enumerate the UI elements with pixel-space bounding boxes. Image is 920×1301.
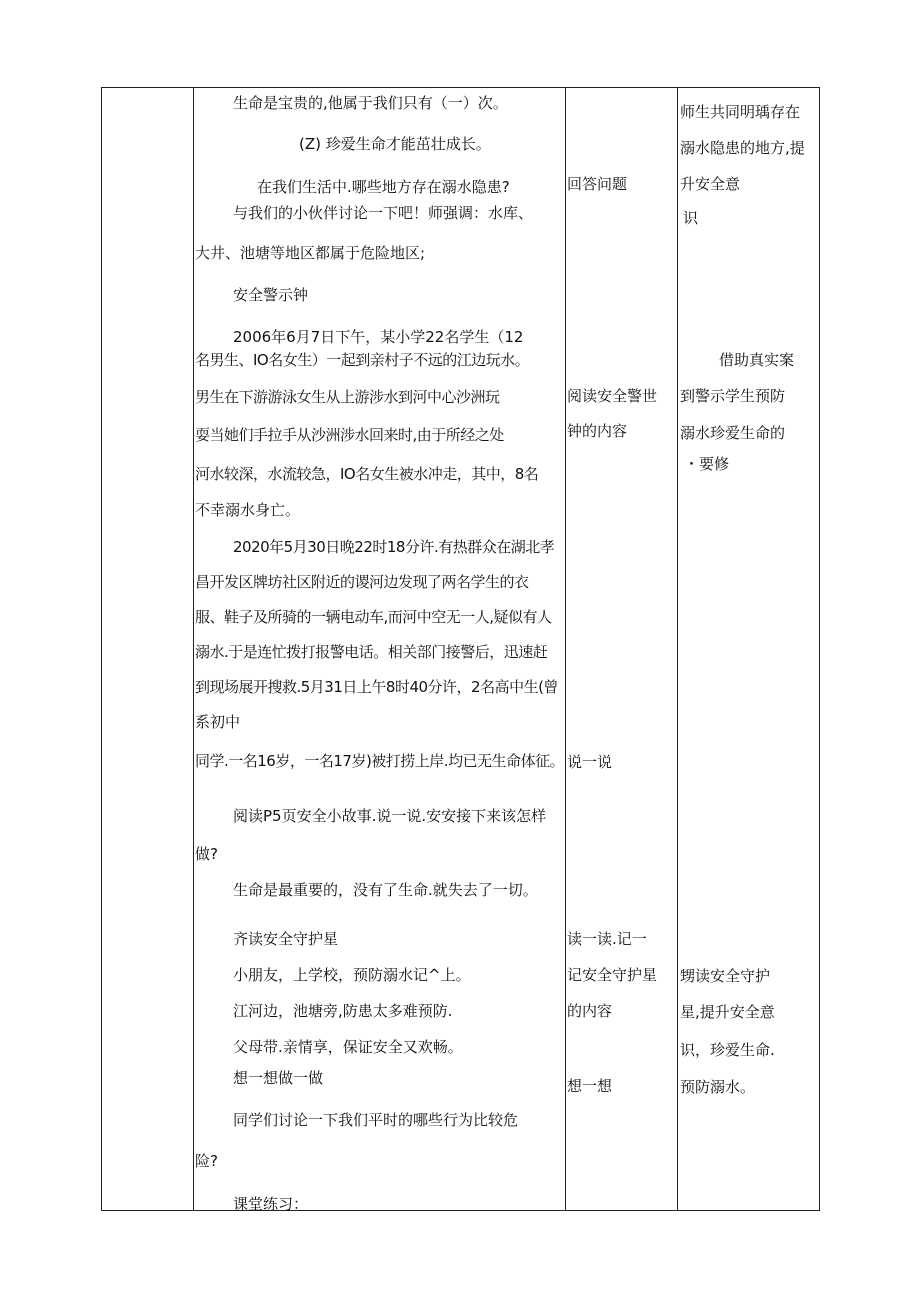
- activity-line: 钟的内容: [567, 422, 628, 440]
- content-line: 险?: [195, 1152, 218, 1170]
- content-line: 生命是最重要的，没有了生命.就失去了一切。: [233, 881, 538, 899]
- intent-line: 预防溺水。: [680, 1078, 756, 1096]
- intent-line: 升安全意: [680, 175, 741, 193]
- content-line: 父母带.亲情享，保证安全又欢畅。: [233, 1038, 463, 1056]
- intent-line: 师生共同明瑀存在: [680, 103, 801, 121]
- content-line: 河水较深，水流较急，IO名女生被水冲走，其中，8名: [195, 465, 539, 483]
- column-divider-1: [193, 87, 194, 1210]
- table-border-top: [101, 87, 820, 88]
- content-line: 在我们生活中.哪些地方存在溺水隐患?: [257, 178, 510, 196]
- content-line: 江河边，池塘旁,防患太多难预防.: [233, 1002, 453, 1020]
- activity-line: 阅读安全警世: [567, 387, 658, 405]
- activity-line: 想一想: [567, 1077, 613, 1095]
- intent-line: 识，珍爱生命.: [680, 1041, 775, 1059]
- content-line: 不幸溺水身亡。: [195, 501, 301, 519]
- column-divider-2: [565, 87, 566, 1210]
- activity-line: 的内容: [567, 1002, 613, 1020]
- content-line: 男生在下游游泳女生从上游涉水到河中心沙洲玩: [195, 388, 500, 406]
- content-line: 昌开发区牌坊社区附近的谡河边发现了两名学生的衣: [195, 573, 529, 591]
- table-border-right: [819, 87, 820, 1210]
- content-line: 生命是宝贵的,他属于我们只有（一）次。: [233, 94, 508, 112]
- intent-line: 溺水隐患的地方,提: [680, 139, 805, 157]
- content-line: 做?: [195, 845, 218, 863]
- intent-line: 星,提升安全意: [680, 1003, 775, 1021]
- intent-line: 甥读安全守护: [680, 967, 771, 985]
- content-line: 名男生、IO名女生）一起到亲村子不远的江边玩水。: [195, 351, 530, 369]
- content-line: 同学们讨论一下我们平时的哪些行为比较危: [233, 1111, 519, 1129]
- content-line: 与我们的小伙伴讨论一下吧！师强调：水库、: [233, 204, 534, 222]
- intent-line: 借助真实案: [719, 351, 795, 369]
- intent-line: ・要修: [684, 455, 730, 473]
- table-border-bottom: [101, 1210, 820, 1211]
- content-line: 耍当她们手拉手从沙洲涉水回来时,由于所经之处: [195, 426, 504, 444]
- content-line: 2020年5月30日晚22时18分许.有热群众在湖北孝: [233, 538, 555, 556]
- intent-line: 溺水珍爱生命的: [680, 424, 786, 442]
- content-line: 同学.一名16岁，一名17岁)被打捞上岸.均已无生命体征。: [195, 752, 565, 770]
- column-divider-3: [677, 87, 678, 1210]
- activity-line: 回答问题: [567, 175, 628, 193]
- content-line: 大井、池塘等地区都属于危险地区;: [195, 244, 426, 262]
- content-line: 服、鞋子及所骑的一辆电动车,而河中空无一人,疑似有人: [195, 608, 552, 626]
- content-line: 安全警示钟: [233, 286, 309, 304]
- activity-line: 说一说: [567, 753, 613, 771]
- content-line: 阅读P5页安全小故事.说一说.安安接下来该怎样: [233, 807, 547, 825]
- content-line: 小朋友，上学校，预防溺水记^上。: [233, 966, 471, 984]
- activity-line: 记安全守护星: [567, 966, 658, 984]
- table-border-left: [101, 87, 102, 1210]
- content-line: 系初中: [195, 713, 241, 731]
- intent-line: 到警示学生预防: [680, 387, 786, 405]
- content-line: 到现场展开搜救.5月31日上午8时40分许，2名高中生(曾: [195, 678, 558, 696]
- content-line: (Z) 珍爱生命才能茁壮成长。: [299, 135, 491, 153]
- content-line: 齐读安全守护星: [233, 930, 339, 948]
- activity-line: 读一读.记一: [567, 930, 647, 948]
- intent-line: 识: [683, 209, 699, 227]
- content-line: 2006年6月7日下午，某小学22名学生（12: [233, 328, 524, 346]
- content-line: 溺水.于是连忙拨打报警电话。相关部门接警后，迅速赶: [195, 643, 548, 661]
- content-line: 课堂练习：: [233, 1195, 309, 1210]
- content-line: 想一想做一做: [233, 1069, 324, 1087]
